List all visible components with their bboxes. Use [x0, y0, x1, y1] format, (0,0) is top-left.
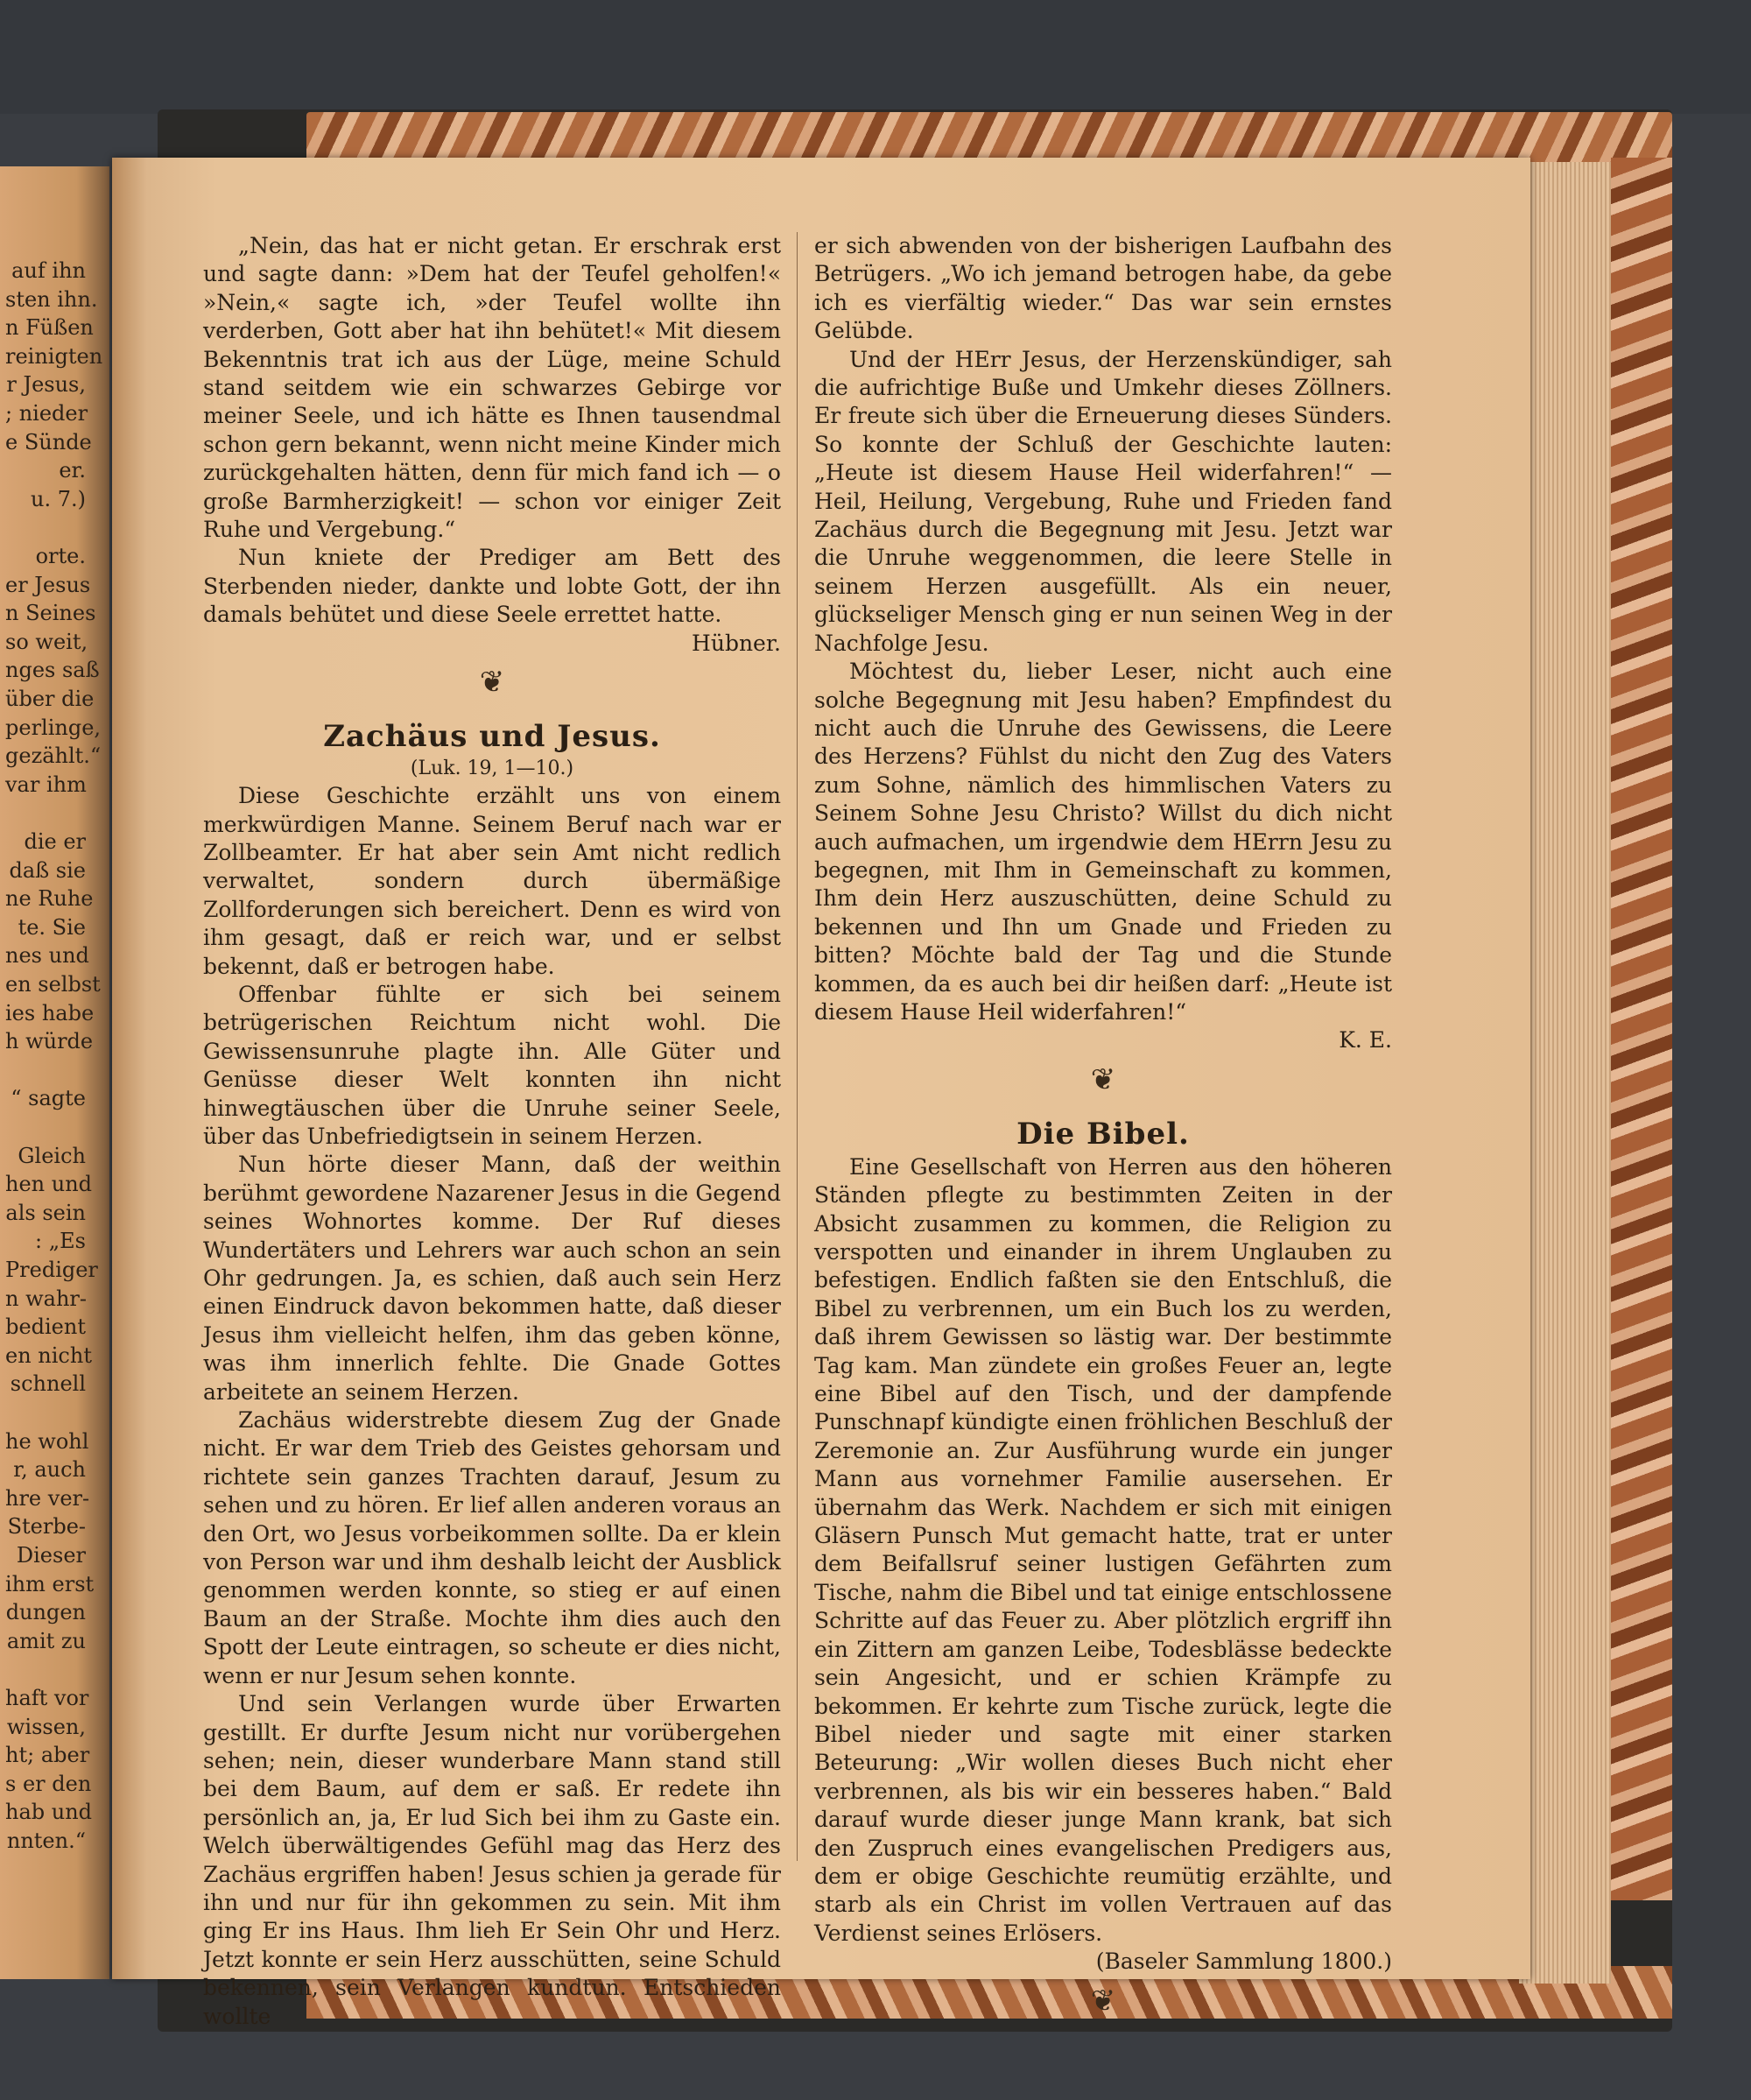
left-page-fragment: ies habe — [5, 1000, 95, 1025]
left-page-fragment: s er den — [5, 1771, 92, 1796]
left-page-fragment: er Jesus — [5, 572, 91, 597]
left-page-fragment: bedient — [5, 1314, 86, 1340]
left-page-fragment: n wahr- — [5, 1286, 87, 1311]
paragraph: Nun hörte dieser Mann, daß der weithin berühmt gewordene Nazarener Jesus in die Gegend seines Wohnortes komme. Der Ruf dieses Wundertäters und Lehrers war auch schon an sein Ohr gedrungen. Ja, es schien, daß auch sein Herz einen Eindruck davon bekommen hatte, daß dieser Jesus ihm vielleicht helfen, ihm das geben könne, was ihm innerlich fehlte. Die Gnade Gottes arbeitete an seinem Herzen. — [203, 1152, 781, 1405]
paragraph: Offenbar fühlte er sich bei seinem betrügerischen Reichtum nicht wohl. Die Gewissensunruhe plagte ihn. Alle Güter und Genüsse dieser Welt konnten ihn nicht hinwegtäuschen über die Unruhe seiner Seele, über das Unbefriedigtsein in seinem Herzen. — [203, 981, 781, 1149]
left-page-fragment: dungen — [5, 1600, 86, 1625]
left-page-fragment: r Jesus, — [6, 372, 86, 398]
left-page-fragment: te. Sie — [18, 914, 86, 940]
paragraph: Diese Geschichte erzählt uns von einem merkwürdigen Manne. Seinem Beruf nach war er Zollbeamter. Er hat aber sein Amt nicht redlich verwaltet, sondern durch übermäßige Zollforderungen sich bereichert. Denn es wird von ihm gesagt, daß er reich war, und er selbst bekennt, daß er betrogen habe. — [203, 783, 781, 979]
left-page-fragment: he wohl — [5, 1428, 89, 1454]
author: K. E. — [1339, 1027, 1392, 1054]
left-page-fragment: en nicht — [5, 1342, 92, 1368]
paragraph: Und sein Verlangen wurde über Erwarten gestillt. Er durfte Jesum nicht nur vorübergehen sehen; nein, dieser wunderbare Mann stand still bei dem Baum, auf dem er saß. Er redete ihn persönlich an, ja, Er lud Sich bei ihm zu Gaste ein. Welch überwältigendes Gefühl mag das Herz des Zachäus ergriffen haben! Jesus schien ja gerade für ihn und nur für ihn gekommen zu sein. Mit ihm ging Er ins Haus. Ihm lieh Er Sein Ohr und Herz. Jetzt konnte er sein Herz ausschütten, seine Schuld bekennen, sein Verlangen kundtun. Entschieden wollte — [203, 1691, 781, 2029]
left-page-fragment: so weit, — [5, 629, 88, 654]
left-page-fragment: reinigten — [5, 343, 103, 369]
left-page-fragment: nnten.“ — [6, 1829, 86, 1853]
column-divider — [797, 232, 798, 1861]
paragraph: „Nein, das hat er nicht getan. Er erschrak erst und sagte dann: »Dem hat der Teufel geholfen!« »Nein,« sagte ich, »der Teufel wollte ihn verderben, Gott aber hat ihn behütet!« Mit diesem Bekenntnis trat ich aus der Lüge, meine Schuld stand seitdem wie ein schwarzes Gebirge vor meiner Seele, und ich hätte es Ihnen tausendmal schon gern bekannt, wenn nicht meine Kinder mich zurückgehalten hätten, denn für mich fand ich — o große Barmherzigkeit! — schon vor einiger Zeit Ruhe und Vergebung.“ — [203, 233, 781, 543]
left-page-fragment: amit zu — [6, 1628, 86, 1653]
left-page-fragment: daß sie — [9, 857, 86, 883]
paragraph: Möchtest du, lieber Leser, nicht auch eine solche Begegnung mit Jesu haben? Empfindest du nicht auch die Unruhe des Gewissens, die Leere des Herzens? Fühlst du nicht den Zug des Vaters zum Sohne, nämlich des himmlischen Vaters zu Seinem Sohne Jesu Christo? Willst du dich nicht auch aufmachen, um irgendwie dem HErrn Jesu zu begegnen, mit Ihm in Gemeinschaft zu kommen, Ihm dein Herz auszuschütten, deine Schuld zu bekennen und Ihn um Gnade und Frieden zu bitten? Möchte bald der Tag und die Stunde kommen, da es auch bei dir heißen darf: „Heute ist diesem Hause Heil widerfahren!“ — [814, 659, 1392, 1025]
left-page-fragment: die er — [24, 829, 86, 854]
left-page-fragment: sten ihn. — [5, 286, 98, 312]
left-page-fragment: haft vor — [5, 1686, 89, 1710]
left-page-fragment: en selbst — [5, 972, 101, 997]
left-page-fragment: hre ver- — [5, 1485, 90, 1511]
left-page-fragment: nes und — [5, 943, 89, 969]
left-page-fragment: wissen, — [6, 1714, 86, 1739]
marbled-edge-right — [1611, 158, 1672, 1900]
left-page-fragment: h würde — [5, 1029, 94, 1054]
left-page-fragment: perlinge, — [5, 715, 102, 740]
left-page-fragment: ; nieder — [5, 401, 88, 426]
page-edges — [1519, 162, 1611, 1984]
article-heading: Die Bibel. — [1016, 1116, 1190, 1152]
left-page-fragment: Dieser — [16, 1543, 86, 1568]
paragraph-text: Nun kniete der Prediger am Bett des Sterbenden nieder, dankte und lobte Gott, der ihn damals behütet und diese Seele errettet hatte. — [203, 545, 781, 628]
source-citation: (Baseler Sammlung 1800.) — [1095, 1948, 1392, 1975]
left-page-fragment: n Seines — [5, 601, 96, 626]
ornament-end-icon: ❦ — [1090, 1983, 1116, 2019]
left-page-fragment: Gleich — [18, 1143, 86, 1168]
left-page-fragment: r, auch — [13, 1457, 86, 1483]
left-page-fragment: “ sagte — [11, 1086, 86, 1111]
left-page-fragment: n Füßen — [5, 315, 94, 341]
left-page-fragment: ihm erst — [5, 1571, 95, 1596]
left-page-fragment: u. 7.) — [31, 486, 86, 511]
left-page-fragment: gezählt.“ — [5, 743, 102, 769]
left-page-fragment: orte. — [35, 544, 86, 568]
paragraph: Und der HErr Jesus, der Herzenskündiger, sah die aufrichtige Buße und Umkehr dieses Zöllners. Er freute sich über die Erneuerung dieses Sünders. So konnte der Schluß der Geschichte lauten: „Heute ist diesem Hause Heil widerfahren!“ — Heil, Heilung, Vergebung, Ruhe und Frieden fand Zachäus durch die Begegnung mit Jesu. Jetzt war die Unruhe weggenommen, die leere Stelle in seinem Herzen ausgefüllt. Als ein neuer, glückseliger Mensch ging er nun seinen Weg in der Nachfolge Jesu. — [814, 346, 1392, 656]
left-page-fragment: : „Es — [35, 1229, 86, 1254]
ornament-icon: ❦ — [1090, 1061, 1116, 1097]
left-page-fragment: als sein — [5, 1200, 86, 1225]
paragraph: Zachäus widerstrebte diesem Zug der Gnade nicht. Er war dem Trieb des Geistes gehorsam und richtete sein ganzes Trachten darauf, Jesum zu sehen und zu hören. Er lief allen anderen voraus an den Ort, wo Jesus vorbeikommen sollte. Da er klein von Person war und ihm deshalb leicht der Ausblick genommen werden konnte, so stieg er auf einen Baum an der Straße. Mochte ihm dies auch den Spott der Leute eintragen, so scheute er dies nicht, wenn er nur Jesum sehen konnte. — [203, 1407, 781, 1688]
left-page-fragment: nges saß — [5, 658, 100, 683]
left-page-fragment: hen und — [5, 1172, 93, 1197]
scripture-reference: (Luk. 19, 1—10.) — [410, 758, 574, 780]
left-page-fragment: auf ihn — [11, 258, 86, 283]
ornament-icon: ❦ — [479, 665, 505, 701]
left-page-fragment: Prediger — [5, 1258, 98, 1282]
left-page-fragment: e Sünde — [5, 429, 92, 455]
article-heading: Zachäus und Jesus. — [323, 719, 661, 755]
left-page-fragment: var ihm — [5, 772, 87, 797]
paragraph-signed — [203, 544, 781, 629]
left-page-fragment: ne Ruhe — [5, 886, 94, 912]
left-column — [203, 232, 781, 2031]
author: Hübner. — [692, 630, 781, 656]
paragraph: er sich abwenden von der bisherigen Laufbahn des Betrügers. „Wo ich jemand betrogen habe, da gebe ich es vierfältig wieder.“ Das war sein ernstes Gelübde. — [814, 233, 1392, 344]
left-page-fragment: über die — [5, 687, 95, 711]
scan-background — [0, 0, 1751, 114]
marbled-edge-top — [306, 112, 1672, 165]
right-column — [814, 232, 1392, 2026]
left-page-fragment: Sterbe- — [7, 1514, 86, 1540]
paragraph: Eine Gesellschaft von Herren aus den höheren Ständen pflegte zu bestimmten Zeiten in der Absicht zusammen zu kommen, die Religion zu verspotten und einander in ihrem Unglauben zu befestigen. Endlich faßten sie den Entschluß, die Bibel zu verbrennen, um ein Buch los zu werden, daß ihrem Gewissen so lästig war. Der bestimmte Tag kam. Man zündete ein großes Feuer an, legte eine Bibel auf den Tisch, und der dampfende Punschnapf kündigte einen fröhlichen Beschluß der Zeremonie an. Zur Ausführung wurde ein junger Mann aus vornehmer Familie ausersehen. Er übernahm das Werk. Nachdem er sich mit einigen Gläsern Punsch Mut gemacht hatte, trat er unter dem Beifallsruf seiner lustigen Gefährten zum Tische, nahm die Bibel und tat einige entschlossene Schritte auf das Feuer zu. Aber plötzlich ergriff ihn ein Zittern am ganzen Leibe, Todesblässe bedeckte sein Angesicht, und er schien Krämpfe zu bekommen. Er kehrte zum Tische zurück, legte die Bibel nieder und sagte mit einer starken Beteurung: „Wir wollen dieses Buch nicht eher verbrennen, als bis wir ein besseres haben.“ Bald darauf wurde dieser junge Mann krank, bat sich den Zuspruch eines evangelischen Predigers aus, dem er obige Geschichte reumütig erzählte, und starb als ein Christ im vollen Vertrauen auf das Verdienst seines Erlösers. — [814, 1153, 1392, 1946]
left-page-fragment: er. — [59, 458, 86, 483]
left-page-fragment: hab und — [5, 1800, 93, 1825]
left-page-fragment: ht; aber — [5, 1743, 90, 1768]
left-page-fragment: schnell — [10, 1371, 86, 1397]
